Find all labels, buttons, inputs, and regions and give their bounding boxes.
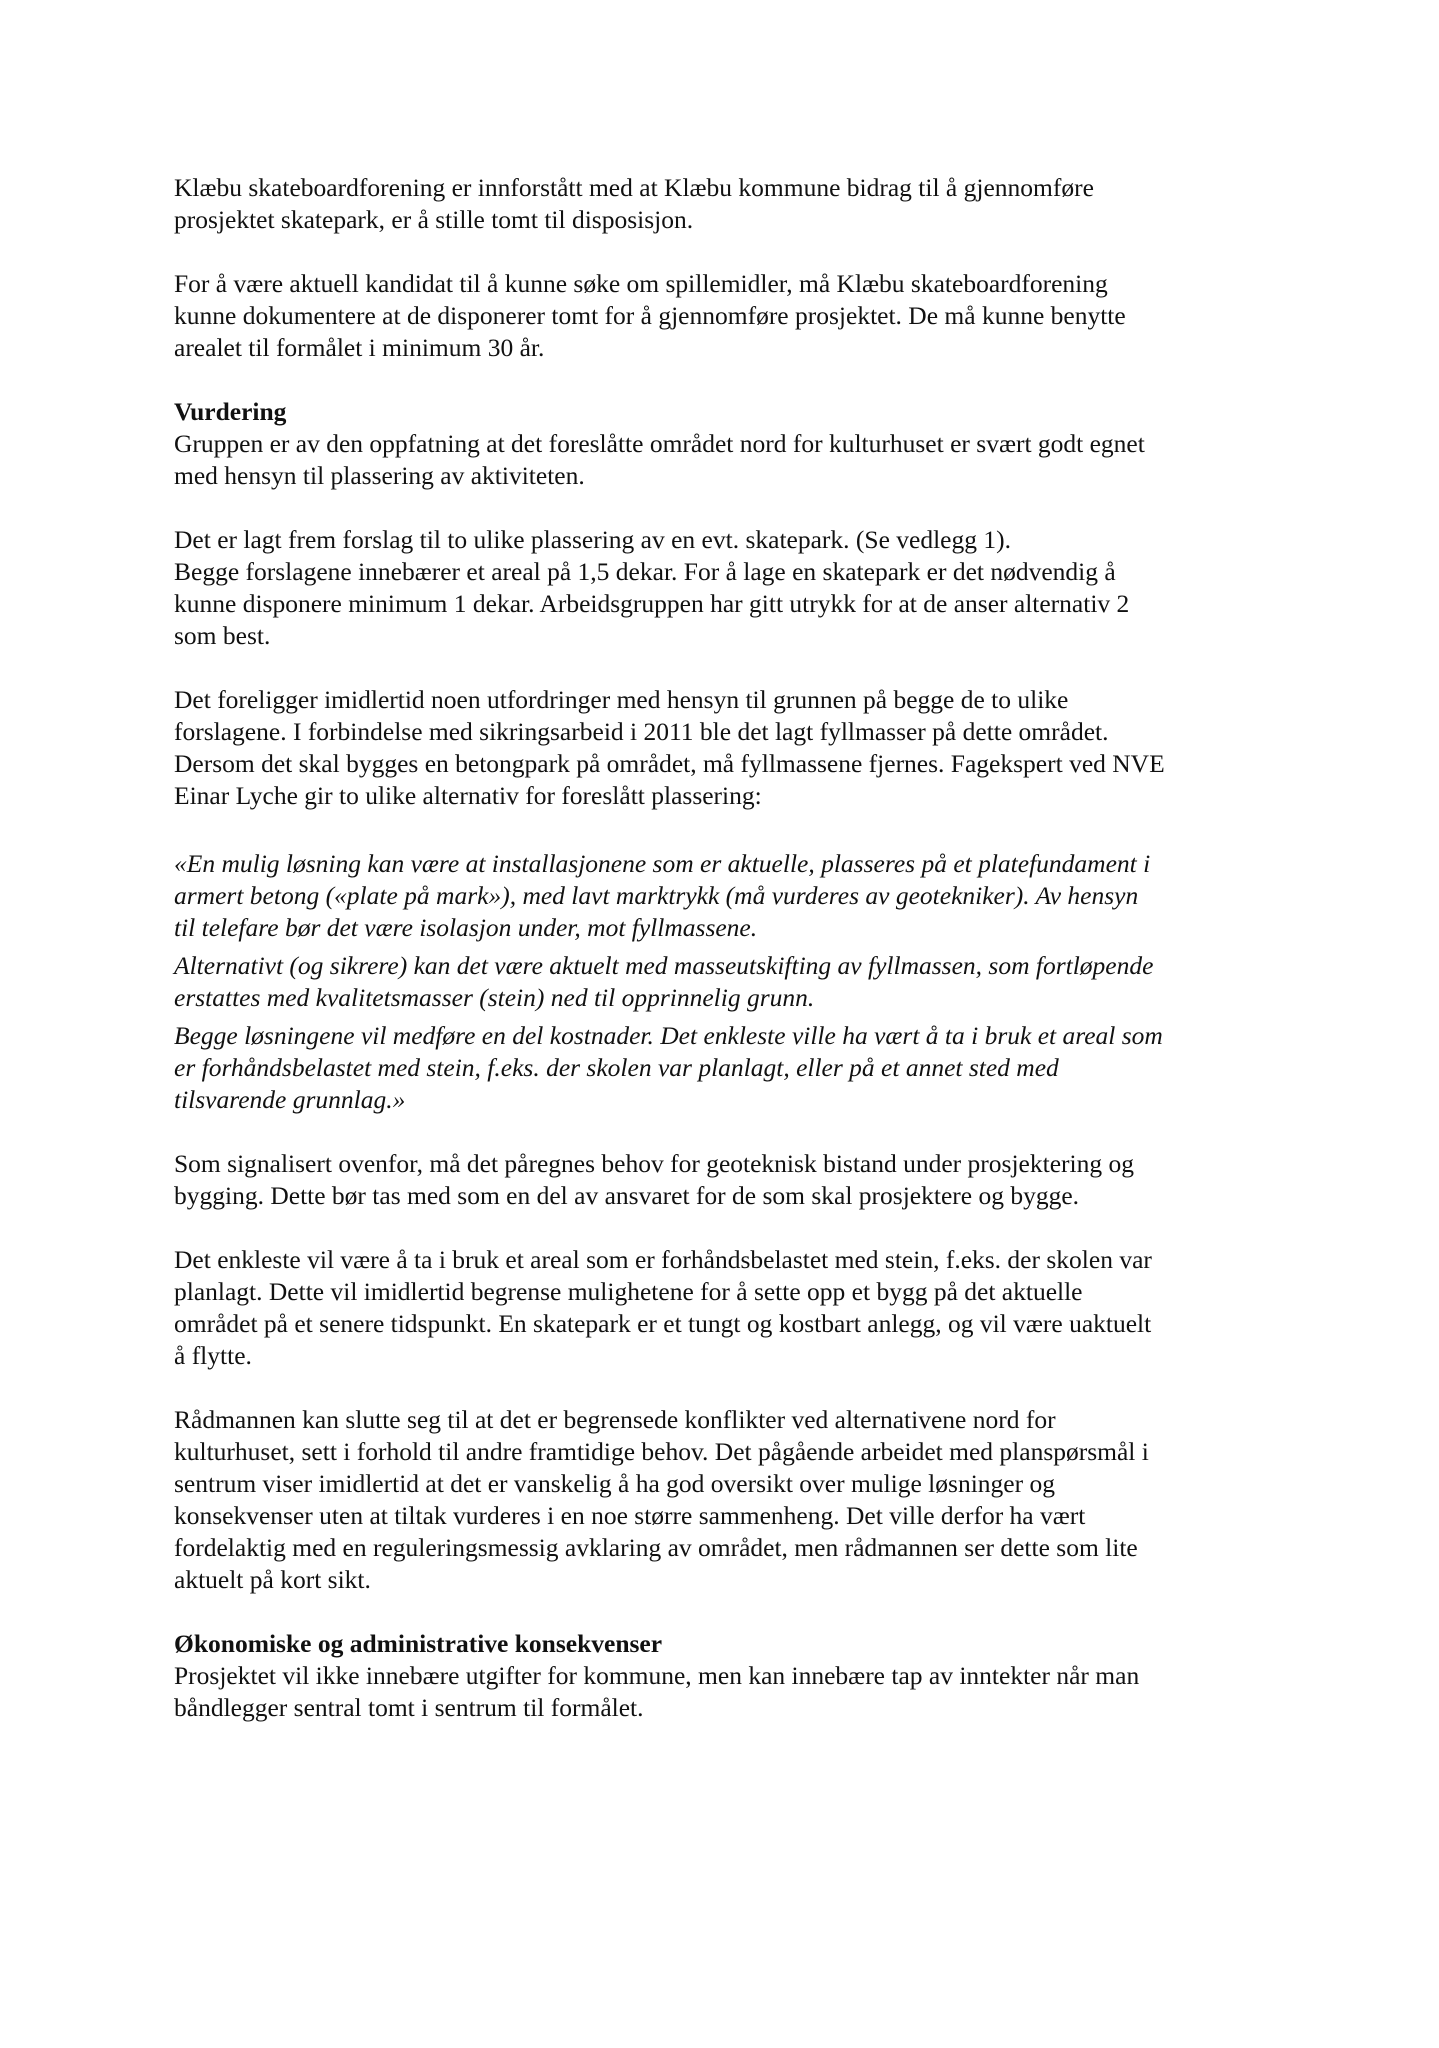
paragraph-forslag (174, 524, 1274, 652)
text-line: med hensyn til plassering av aktiviteten. (174, 461, 585, 490)
text-line: Einar Lyche gir to ulike alternativ for foreslått plassering: (174, 781, 762, 810)
text-line: Alternativt (og sikrere) kan det være aktuelt med masseutskifting av fyllmassen, som fortløpende (174, 951, 1154, 980)
text-line: bygging. Dette bør tas med som en del av ansvaret for de som skal prosjektere og bygge. (174, 1181, 1080, 1210)
text-line: Begge forslagene innebærer et areal på 1,5 dekar. For å lage en skatepark er det nødvendig å (174, 557, 1116, 586)
paragraph-spillemidler (174, 268, 1274, 364)
text-line: fordelaktig med en reguleringsmessig avklaring av området, men rådmannen ser dette som lite (174, 1533, 1138, 1562)
text-line: Det enkleste vil være å ta i bruk et areal som er forhåndsbelastet med stein, f.eks. der skolen var (174, 1245, 1152, 1274)
text-line: til telefare bør det være isolasjon under, mot fyllmassene. (174, 913, 758, 942)
paragraph-intro (174, 172, 1274, 236)
text-line: armert betong («plate på mark»), med lavt marktrykk (må vurderes av geotekniker). Av hensyn (174, 881, 1139, 910)
paragraph-vurdering (174, 428, 1274, 492)
text-line: For å være aktuell kandidat til å kunne søke om spillemidler, må Klæbu skateboardforening (174, 269, 1108, 298)
quote-kostnader (174, 1020, 1274, 1116)
text-line: å flytte. (174, 1341, 252, 1370)
paragraph-okonomi (174, 1660, 1274, 1724)
text-line: prosjektet skatepark, er å stille tomt til disposisjon. (174, 205, 694, 234)
text-line: Det er lagt frem forslag til to ulike plassering av en evt. skatepark. (Se vedlegg 1). (174, 525, 1011, 554)
text-line: Gruppen er av den oppfatning at det foreslåtte området nord for kulturhuset er svært godt egnet (174, 429, 1145, 458)
text-line: erstattes med kvalitetsmasser (stein) ned til opprinnelig grunn. (174, 983, 815, 1012)
text-line: som best. (174, 621, 271, 650)
text-line: båndlegger sentral tomt i sentrum til formålet. (174, 1693, 644, 1722)
text-line: Klæbu skateboardforening er innforstått med at Klæbu kommune bidrag til å gjennomføre (174, 173, 1094, 202)
text-line: kunne dokumentere at de disponerer tomt for å gjennomføre prosjektet. De må kunne benytte (174, 301, 1126, 330)
text-line: Begge løsningene vil medføre en del kostnader. Det enkleste ville ha vært å ta i bruk et areal som (174, 1021, 1163, 1050)
text-line: Det foreligger imidlertid noen utfordringer med hensyn til grunnen på begge de to ulike (174, 685, 1069, 714)
text-line: forslagene. I forbindelse med sikringsarbeid i 2011 ble det lagt fyllmasser på dette området. (174, 717, 1109, 746)
quote-platefundament (174, 848, 1274, 944)
text-line: kulturhuset, sett i forhold til andre framtidige behov. Det pågående arbeidet med planspørsmål i (174, 1437, 1149, 1466)
paragraph-utfordringer (174, 684, 1274, 812)
text-line: arealet til formålet i minimum 30 år. (174, 333, 545, 362)
text-line: er forhåndsbelastet med stein, f.eks. der skolen var planlagt, eller på et annet sted med (174, 1053, 1059, 1082)
document-body (174, 172, 1274, 1724)
text-line: planlagt. Dette vil imidlertid begrense mulighetene for å sette opp et bygg på det aktuelle (174, 1277, 1083, 1306)
text-line: konsekvenser uten at tiltak vurderes i en noe større sammenheng. Det ville derfor ha vært (174, 1501, 1086, 1530)
text-line: Prosjektet vil ikke innebære utgifter for kommune, men kan innebære tap av inntekter når man (174, 1661, 1140, 1690)
text-line: sentrum viser imidlertid at det er vanskelig å ha god oversikt over mulige løsninger og (174, 1469, 1055, 1498)
paragraph-geoteknisk (174, 1148, 1274, 1212)
text-line: «En mulig løsning kan være at installasjonene som er aktuelle, plasseres på et platefundament i (174, 849, 1151, 878)
text-line: området på et senere tidspunkt. En skatepark er et tungt og kostbart anlegg, og vil være uaktuelt (174, 1309, 1152, 1338)
text-line: Som signalisert ovenfor, må det påregnes behov for geoteknisk bistand under prosjektering og (174, 1149, 1134, 1178)
text-line: Dersom det skal bygges en betongpark på området, må fyllmassene fjernes. Fagekspert ved NVE (174, 749, 1165, 778)
paragraph-enkleste (174, 1244, 1274, 1372)
text-line: aktuelt på kort sikt. (174, 1565, 371, 1594)
heading-vurdering: Vurdering (174, 397, 287, 426)
heading-okonomiske-konsekvenser: Økonomiske og administrative konsekvenser (174, 1629, 663, 1658)
quote-masseutskifting (174, 950, 1274, 1014)
text-line: kunne disponere minimum 1 dekar. Arbeidsgruppen har gitt utrykk for at de anser alternativ 2 (174, 589, 1130, 618)
text-line: Rådmannen kan slutte seg til at det er begrensede konflikter ved alternativene nord for (174, 1405, 1056, 1434)
paragraph-radmannen (174, 1404, 1274, 1596)
text-line: tilsvarende grunnlag.» (174, 1085, 406, 1114)
